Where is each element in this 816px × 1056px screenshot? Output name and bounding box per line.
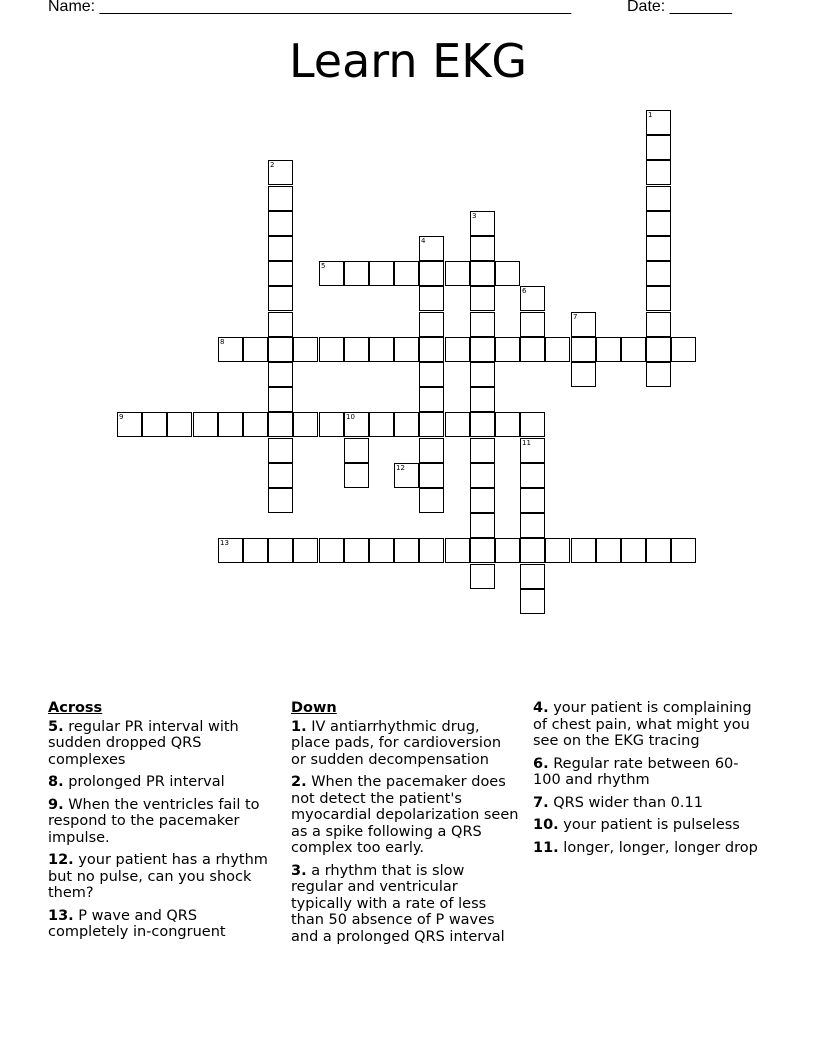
grid-cell[interactable]	[470, 337, 495, 362]
grid-cell[interactable]	[621, 337, 646, 362]
grid-cell[interactable]	[495, 337, 520, 362]
grid-cell[interactable]	[369, 337, 394, 362]
grid-cell[interactable]	[671, 538, 696, 563]
grid-cell[interactable]	[596, 538, 621, 563]
clue-number: 12	[396, 464, 405, 472]
grid-cell[interactable]	[419, 412, 444, 437]
grid-cell[interactable]	[571, 362, 596, 387]
grid-cell[interactable]	[268, 362, 293, 387]
grid-cell[interactable]	[293, 538, 318, 563]
grid-cell[interactable]	[243, 412, 268, 437]
grid-cell[interactable]	[646, 135, 671, 160]
clue-across-13: 13. P wave and QRS completely in-congruent	[48, 907, 226, 940]
grid-cell[interactable]	[268, 160, 293, 185]
grid-cell[interactable]	[445, 261, 470, 286]
grid-cell[interactable]	[470, 488, 495, 513]
clue-down-10: 10. your patient is pulseless	[533, 817, 740, 833]
clue-down-2: 2. When the pacemaker does not detect the patient's myocardial depolarization seen as a spike following a QRS complex too early.	[291, 774, 519, 856]
grid-cell[interactable]	[218, 538, 243, 563]
clue-down-7: 7. QRS wider than 0.11	[533, 794, 703, 811]
grid-cell[interactable]	[445, 538, 470, 563]
grid-cell[interactable]	[319, 538, 344, 563]
clue-number: 7	[573, 313, 578, 321]
grid-cell[interactable]	[419, 337, 444, 362]
grid-cell[interactable]	[520, 538, 545, 563]
grid-cell[interactable]	[268, 211, 293, 236]
grid-cell[interactable]	[520, 286, 545, 311]
grid-cell[interactable]	[218, 337, 243, 362]
across-clues	[48, 700, 276, 947]
down-heading: Down	[291, 700, 337, 716]
grid-cell[interactable]	[445, 412, 470, 437]
grid-cell[interactable]	[495, 538, 520, 563]
down-clues-continued	[533, 700, 761, 862]
clue-across-12: 12. your patient has a rhythm but no pulse, can you shock them?	[48, 852, 268, 901]
clue-across-5: 5. regular PR interval with sudden dropped QRS complexes	[48, 718, 239, 768]
grid-cell[interactable]	[520, 513, 545, 538]
grid-cell[interactable]	[470, 362, 495, 387]
clue-across-9: 9. When the ventricles fail to respond to the pacemaker impulse.	[48, 796, 260, 846]
grid-cell[interactable]	[394, 412, 419, 437]
grid-cell[interactable]	[419, 387, 444, 412]
grid-cell[interactable]	[470, 211, 495, 236]
grid-cell[interactable]	[495, 261, 520, 286]
grid-cell[interactable]	[117, 412, 142, 437]
grid-cell[interactable]	[268, 412, 293, 437]
grid-cell[interactable]	[646, 160, 671, 185]
grid-cell[interactable]	[646, 538, 671, 563]
grid-cell[interactable]	[470, 412, 495, 437]
grid-cell[interactable]	[419, 362, 444, 387]
grid-cell[interactable]	[319, 412, 344, 437]
grid-cell[interactable]	[520, 337, 545, 362]
clue-number: 11	[522, 439, 531, 447]
grid-cell[interactable]	[394, 261, 419, 286]
grid-cell[interactable]	[419, 538, 444, 563]
grid-cell[interactable]	[268, 438, 293, 463]
grid-cell[interactable]	[268, 312, 293, 337]
grid-cell[interactable]	[394, 538, 419, 563]
grid-cell[interactable]	[193, 412, 218, 437]
clue-number: 10	[346, 413, 355, 421]
grid-cell[interactable]	[319, 337, 344, 362]
grid-cell[interactable]	[419, 312, 444, 337]
grid-cell[interactable]	[646, 110, 671, 135]
grid-cell[interactable]	[520, 412, 545, 437]
grid-cell[interactable]	[520, 312, 545, 337]
grid-cell[interactable]	[646, 211, 671, 236]
clue-across-8: 8. prolonged PR interval	[48, 774, 225, 790]
grid-cell[interactable]	[646, 337, 671, 362]
grid-cell[interactable]	[344, 438, 369, 463]
across-heading: Across	[48, 700, 103, 716]
grid-cell[interactable]	[419, 261, 444, 286]
grid-cell[interactable]	[520, 488, 545, 513]
grid-cell[interactable]	[344, 261, 369, 286]
grid-cell[interactable]	[268, 186, 293, 211]
clue-down-4: 4. your patient is complaining of chest pain, what might you see on the EKG tracing	[533, 700, 752, 749]
grid-cell[interactable]	[520, 564, 545, 589]
grid-cell[interactable]	[495, 412, 520, 437]
grid-cell[interactable]	[369, 261, 394, 286]
grid-cell[interactable]	[470, 438, 495, 463]
grid-cell[interactable]	[646, 312, 671, 337]
grid-cell[interactable]	[243, 337, 268, 362]
grid-cell[interactable]	[142, 412, 167, 437]
grid-cell[interactable]	[419, 286, 444, 311]
grid-cell[interactable]	[571, 337, 596, 362]
grid-cell[interactable]	[470, 387, 495, 412]
clue-number: 5	[321, 262, 326, 270]
grid-cell[interactable]	[470, 286, 495, 311]
grid-cell[interactable]	[344, 538, 369, 563]
grid-cell[interactable]	[596, 337, 621, 362]
grid-cell[interactable]	[646, 286, 671, 311]
clue-number: 6	[522, 287, 527, 295]
clue-number: 3	[472, 212, 477, 220]
grid-cell[interactable]	[268, 236, 293, 261]
grid-cell[interactable]	[344, 463, 369, 488]
grid-cell[interactable]	[571, 312, 596, 337]
clue-number: 13	[220, 539, 229, 547]
grid-cell[interactable]	[470, 236, 495, 261]
grid-cell[interactable]	[319, 261, 344, 286]
grid-cell[interactable]	[445, 337, 470, 362]
grid-cell[interactable]	[394, 463, 419, 488]
grid-cell[interactable]	[646, 362, 671, 387]
grid-cell[interactable]	[646, 186, 671, 211]
grid-cell[interactable]	[571, 538, 596, 563]
grid-cell[interactable]	[344, 337, 369, 362]
grid-cell[interactable]	[369, 538, 394, 563]
date-field[interactable]: Date: _______	[627, 0, 732, 15]
grid-cell[interactable]	[243, 538, 268, 563]
grid-cell[interactable]	[470, 513, 495, 538]
clue-number: 2	[270, 161, 275, 169]
clue-down-3: 3. a rhythm that is slow regular and ventricular typically with a rate of less than 50 absence of P waves and a prolonged QRS interval	[291, 862, 505, 945]
grid-cell[interactable]	[545, 337, 570, 362]
grid-cell[interactable]	[470, 564, 495, 589]
grid-cell[interactable]	[293, 412, 318, 437]
grid-cell[interactable]	[293, 337, 318, 362]
grid-cell[interactable]	[646, 236, 671, 261]
grid-cell[interactable]	[369, 412, 394, 437]
clue-down-6: 6. Regular rate between 60-100 and rhythm	[533, 755, 739, 788]
name-field[interactable]: Name: _____________________________________________________	[48, 0, 572, 15]
grid-cell[interactable]	[470, 312, 495, 337]
grid-cell[interactable]	[394, 337, 419, 362]
grid-cell[interactable]	[646, 261, 671, 286]
clue-number: 1	[648, 111, 653, 119]
clue-down-1: 1. IV antiarrhythmic drug, place pads, for cardioversion or sudden decompensation	[291, 718, 502, 768]
grid-cell[interactable]	[268, 337, 293, 362]
grid-cell[interactable]	[419, 463, 444, 488]
grid-cell[interactable]	[470, 261, 495, 286]
grid-cell[interactable]	[520, 438, 545, 463]
grid-cell[interactable]	[268, 463, 293, 488]
grid-cell[interactable]	[419, 438, 444, 463]
grid-cell[interactable]	[470, 538, 495, 563]
grid-cell[interactable]	[621, 538, 646, 563]
grid-cell[interactable]	[268, 538, 293, 563]
grid-cell[interactable]	[470, 463, 495, 488]
clue-number: 4	[421, 237, 426, 245]
grid-cell[interactable]	[268, 387, 293, 412]
grid-cell[interactable]	[545, 538, 570, 563]
grid-cell[interactable]	[167, 412, 192, 437]
page-title: Learn EKG	[288, 34, 528, 88]
grid-cell[interactable]	[344, 412, 369, 437]
grid-cell[interactable]	[671, 337, 696, 362]
grid-cell[interactable]	[268, 488, 293, 513]
grid-cell[interactable]	[419, 488, 444, 513]
grid-cell[interactable]	[520, 589, 545, 614]
grid-cell[interactable]	[268, 261, 293, 286]
clue-number: 8	[220, 338, 225, 346]
clue-number: 9	[119, 413, 124, 421]
grid-cell[interactable]	[419, 236, 444, 261]
grid-cell[interactable]	[520, 463, 545, 488]
clue-down-11: 11. longer, longer, longer drop	[533, 839, 758, 856]
down-clues	[291, 700, 519, 951]
grid-cell[interactable]	[218, 412, 243, 437]
grid-cell[interactable]	[268, 286, 293, 311]
